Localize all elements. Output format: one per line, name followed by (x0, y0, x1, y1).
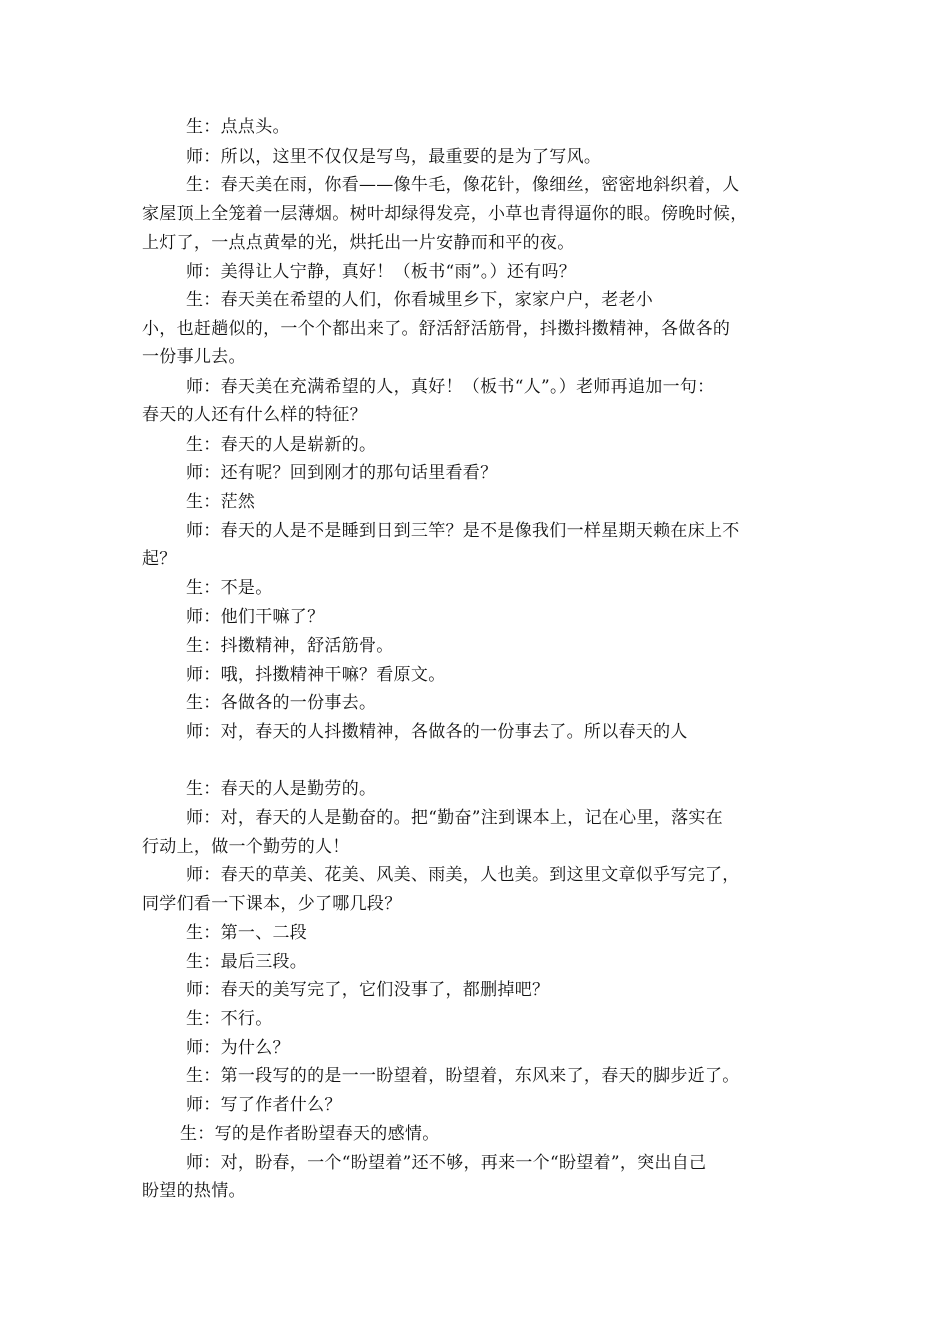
text-line: 上灯了，一点点黄晕的光，烘托出一片安静而和平的夜。 (142, 233, 575, 253)
text-line: 生：春天美在希望的人们，你看城里乡下，家家户户，老老小 (186, 290, 654, 310)
text-line: 生：不是。 (186, 578, 273, 598)
text-line: 师：春天的人是不是睡到日到三竿？是不是像我们一样星期天赖在床上不 (186, 521, 740, 541)
text-line: 生：不行。 (186, 1009, 273, 1029)
text-line: 盼望的热情。 (142, 1181, 246, 1201)
text-line: 师：写了作者什么？ (186, 1095, 342, 1115)
text-line: 生：第一段写的的是一一盼望着，盼望着，东风来了，春天的脚步近了。 (186, 1066, 740, 1086)
text-line: 师：对，盼春，一个“盼望着”还不够，再来一个“盼望着”，突出自己 (186, 1153, 707, 1173)
text-line: 生：春天美在雨，你看——像牛毛，像花针，像细丝，密密地斜织着，人 (186, 175, 740, 195)
text-line: 行动上，做一个勤劳的人！ (142, 837, 350, 857)
text-line: 生：春天的人是崭新的。 (186, 435, 377, 455)
text-line: 生：最后三段。 (186, 952, 308, 972)
text-line: 生：各做各的一份事去。 (186, 693, 377, 713)
text-line: 同学们看一下课本，少了哪几段？ (142, 894, 402, 914)
text-line: 师：美得让人宁静，真好！（板书“雨”。）还有吗？ (186, 262, 577, 282)
text-line: 师：对，春天的人抖擞精神，各做各的一份事去了。所以春天的人 (186, 722, 688, 742)
text-line: 一份事儿去。 (142, 347, 246, 367)
text-line: 生：茫然 (186, 492, 256, 512)
text-line: 师：春天美在充满希望的人，真好！（板书“人”。）老师再追加一句： (186, 377, 715, 397)
text-line: 小，也赶趟似的，一个个都出来了。舒活舒活筋骨，抖擞抖擞精神，各做各的 (142, 319, 731, 339)
text-line: 师：他们干嘛了？ (186, 607, 325, 627)
text-line: 春天的人还有什么样的特征？ (142, 405, 367, 425)
text-line: 生：春天的人是勤劳的。 (186, 779, 377, 799)
text-line: 师：春天的草美、花美、风美、雨美，人也美。到这里文章似乎写完了， (186, 865, 740, 885)
text-line: 师：为什么？ (186, 1038, 290, 1058)
text-line: 生：第一、二段 (186, 923, 308, 943)
text-line: 家屋顶上全笼着一层薄烟。树叶却绿得发亮，小草也青得逼你的眼。傍晚时候， (142, 204, 748, 224)
text-line: 生：写的是作者盼望春天的感情。 (180, 1124, 440, 1144)
text-line: 师：春天的美写完了，它们没事了，都删掉吧？ (186, 980, 550, 1000)
text-line: 生：点点头。 (186, 117, 290, 137)
text-line: 师：哦，抖擞精神干嘛？看原文。 (186, 665, 446, 685)
text-line: 起？ (142, 549, 177, 569)
text-line: 生：抖擞精神，舒活筋骨。 (186, 636, 394, 656)
text-line: 师：还有呢？回到刚才的那句话里看看？ (186, 463, 498, 483)
text-line: 师：对，春天的人是勤奋的。把“勤奋”注到课本上，记在心里，落实在 (186, 808, 723, 828)
text-line: 师：所以，这里不仅仅是写鸟，最重要的是为了写风。 (186, 147, 602, 167)
